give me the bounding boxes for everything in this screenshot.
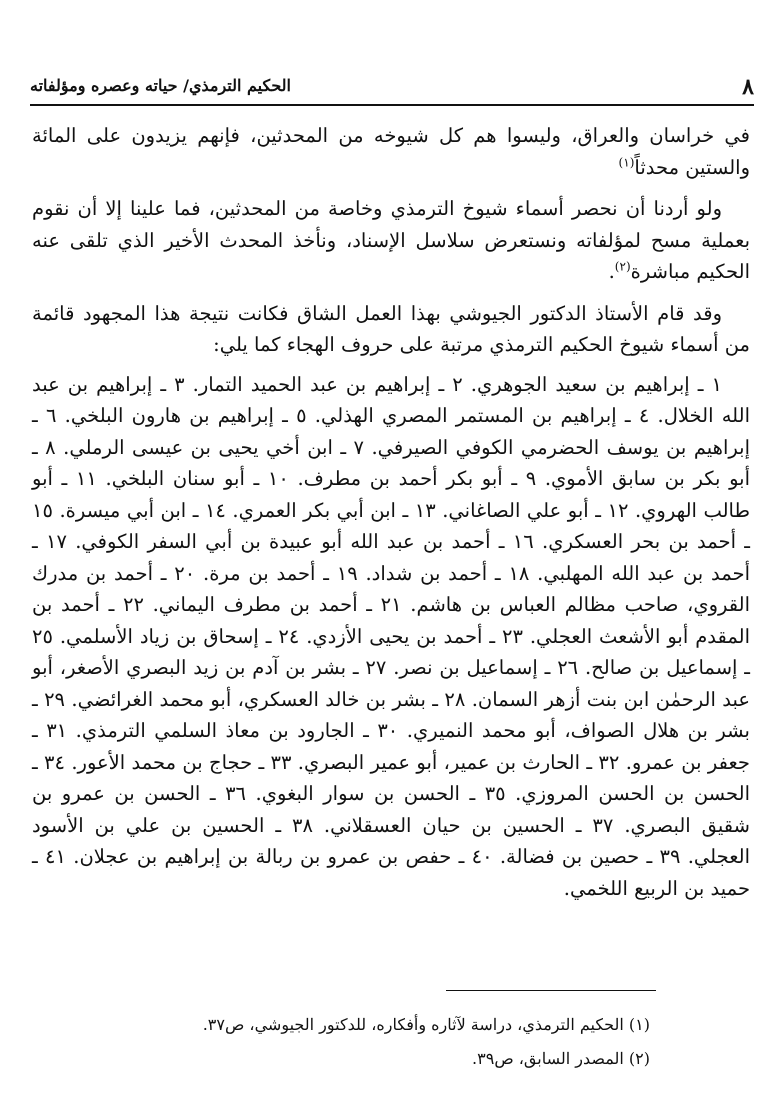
running-title: الحكيم الترمذي/ حياته وعصره ومؤلفاته: [30, 76, 291, 95]
paragraph-3: [32, 298, 750, 361]
footnotes: [60, 1008, 650, 1076]
footnote-2: (٢) المصدر السابق، ص٣٩.: [472, 1049, 650, 1068]
header-divider: [30, 104, 754, 106]
main-text: [32, 120, 750, 904]
footnote-divider: [446, 990, 656, 991]
teachers-list: ١ ـ إبراهيم بن سعيد الجوهري. ٢ ـ إبراهيم بن عبد الحميد التمار. ٣ ـ إبراهيم بن عبد الله الخلال. ٤ ـ إبراهيم بن المستمر المصري الهذلي. ٥ ـ إبراهيم بن هارون البلخي. ٦ ـ إبراهيم بن يوسف الحضرمي الكوفي الصيرفي. ٧ ـ ابن أخي يحيى بن عيسى الرملي. ٨ ـ أبو بكر بن سابق الأموي. ٩ ـ أبو بكر أحمد بن مطرف. ١٠ ـ أبو سنان البلخي. ١١ ـ أبو طالب الهروي. ١٢ ـ أبو علي الصاغاني. ١٣ ـ ابن أبي بكر العمري. ١٤ ـ ابن أبي ميسرة. ١٥ ـ أحمد بن بحر العسكري. ١٦ ـ أحمد بن عبد الله أبو عبيدة بن أبي السفر الكوفي. ١٧ ـ أحمد بن عبد الله المهلبي. ١٨ ـ أحمد بن شداد. ١٩ ـ أحمد بن مرة. ٢٠ ـ أحمد بن مدرك القروي، صاحب مظالم العباس بن هاشم. ٢١ ـ أحمد بن مطرف اليماني. ٢٢ ـ أحمد بن المقدم أبو الأشعث العجلي. ٢٣ ـ أحمد بن يحيى الأزدي. ٢٤ ـ إسحاق بن زياد الأسلمي. ٢٥ ـ إسماعيل بن صالح. ٢٦ ـ إسماعيل بن نصر. ٢٧ ـ بشر بن آدم بن زيد البصري الأصغر، أبو عبد الرحمٰن ابن بنت أزهر السمان. ٢٨ ـ بشر بن خالد العسكري، أبو محمد الغرائضي. ٢٩ ـ بشر بن هلال الصواف، أبو محمد النميري. ٣٠ ـ الجارود بن معاذ السلمي الترمذي. ٣١ ـ جعفر بن عمرو. ٣٢ ـ الحارث بن عمير، أبو عمير البصري. ٣٣ ـ حجاج بن محمد الأعور. ٣٤ ـ الحسن بن الحسن المروزي. ٣٥ ـ الحسن بن سوار البغوي. ٣٦ ـ الحسن بن عمرو بن شقيق البصري. ٣٧ ـ الحسين بن حيان العسقلاني. ٣٨ ـ الحسين بن علي بن الأسود العجلي. ٣٩ ـ حصين بن فضالة. ٤٠ ـ حفص بن عمرو بن ربالة بن إبراهيم بن عجلان. ٤١ ـ حميد بن الربيع اللخمي.: [32, 372, 751, 900]
paragraph-3-text: وقد قام الأستاذ الدكتور الجيوشي بهذا العمل الشاق فكانت نتيجة هذا المجهود قائمة من أسماء شيوخ الحكيم الترمذي مرتبة على حروف الهجاء كما يلي:: [32, 301, 750, 356]
paragraph-2: [32, 193, 750, 288]
paragraph-2-end: .: [608, 260, 615, 283]
page-number: ٨: [742, 74, 754, 100]
footnote-ref-2[interactable]: (٢): [614, 259, 631, 274]
footnote-ref-1[interactable]: (١): [618, 155, 635, 169]
paragraph-2-text: ولو أردنا أن نحصر أسماء شيوخ الترمذي وخاصة من المحدثين، فما علينا إلا أن نقوم بعملية مسح لمؤلفاته ونستعرض سلاسل الإسناد، ونأخذ المحدث الأخير الذي تلقى عنه الحكيم مباشرة: [32, 197, 750, 283]
footnote-1: (١) الحكيم الترمذي، دراسة لآثاره وأفكاره، للدكتور الجيوشي، ص٣٧.: [202, 1015, 650, 1034]
paragraph-1-text: في خراسان والعراق، وليسوا هم كل شيوخه من المحدثين، فإنهم يزيدون على المائة والستين محدثاً: [32, 124, 750, 179]
paragraph-1: [32, 120, 750, 183]
